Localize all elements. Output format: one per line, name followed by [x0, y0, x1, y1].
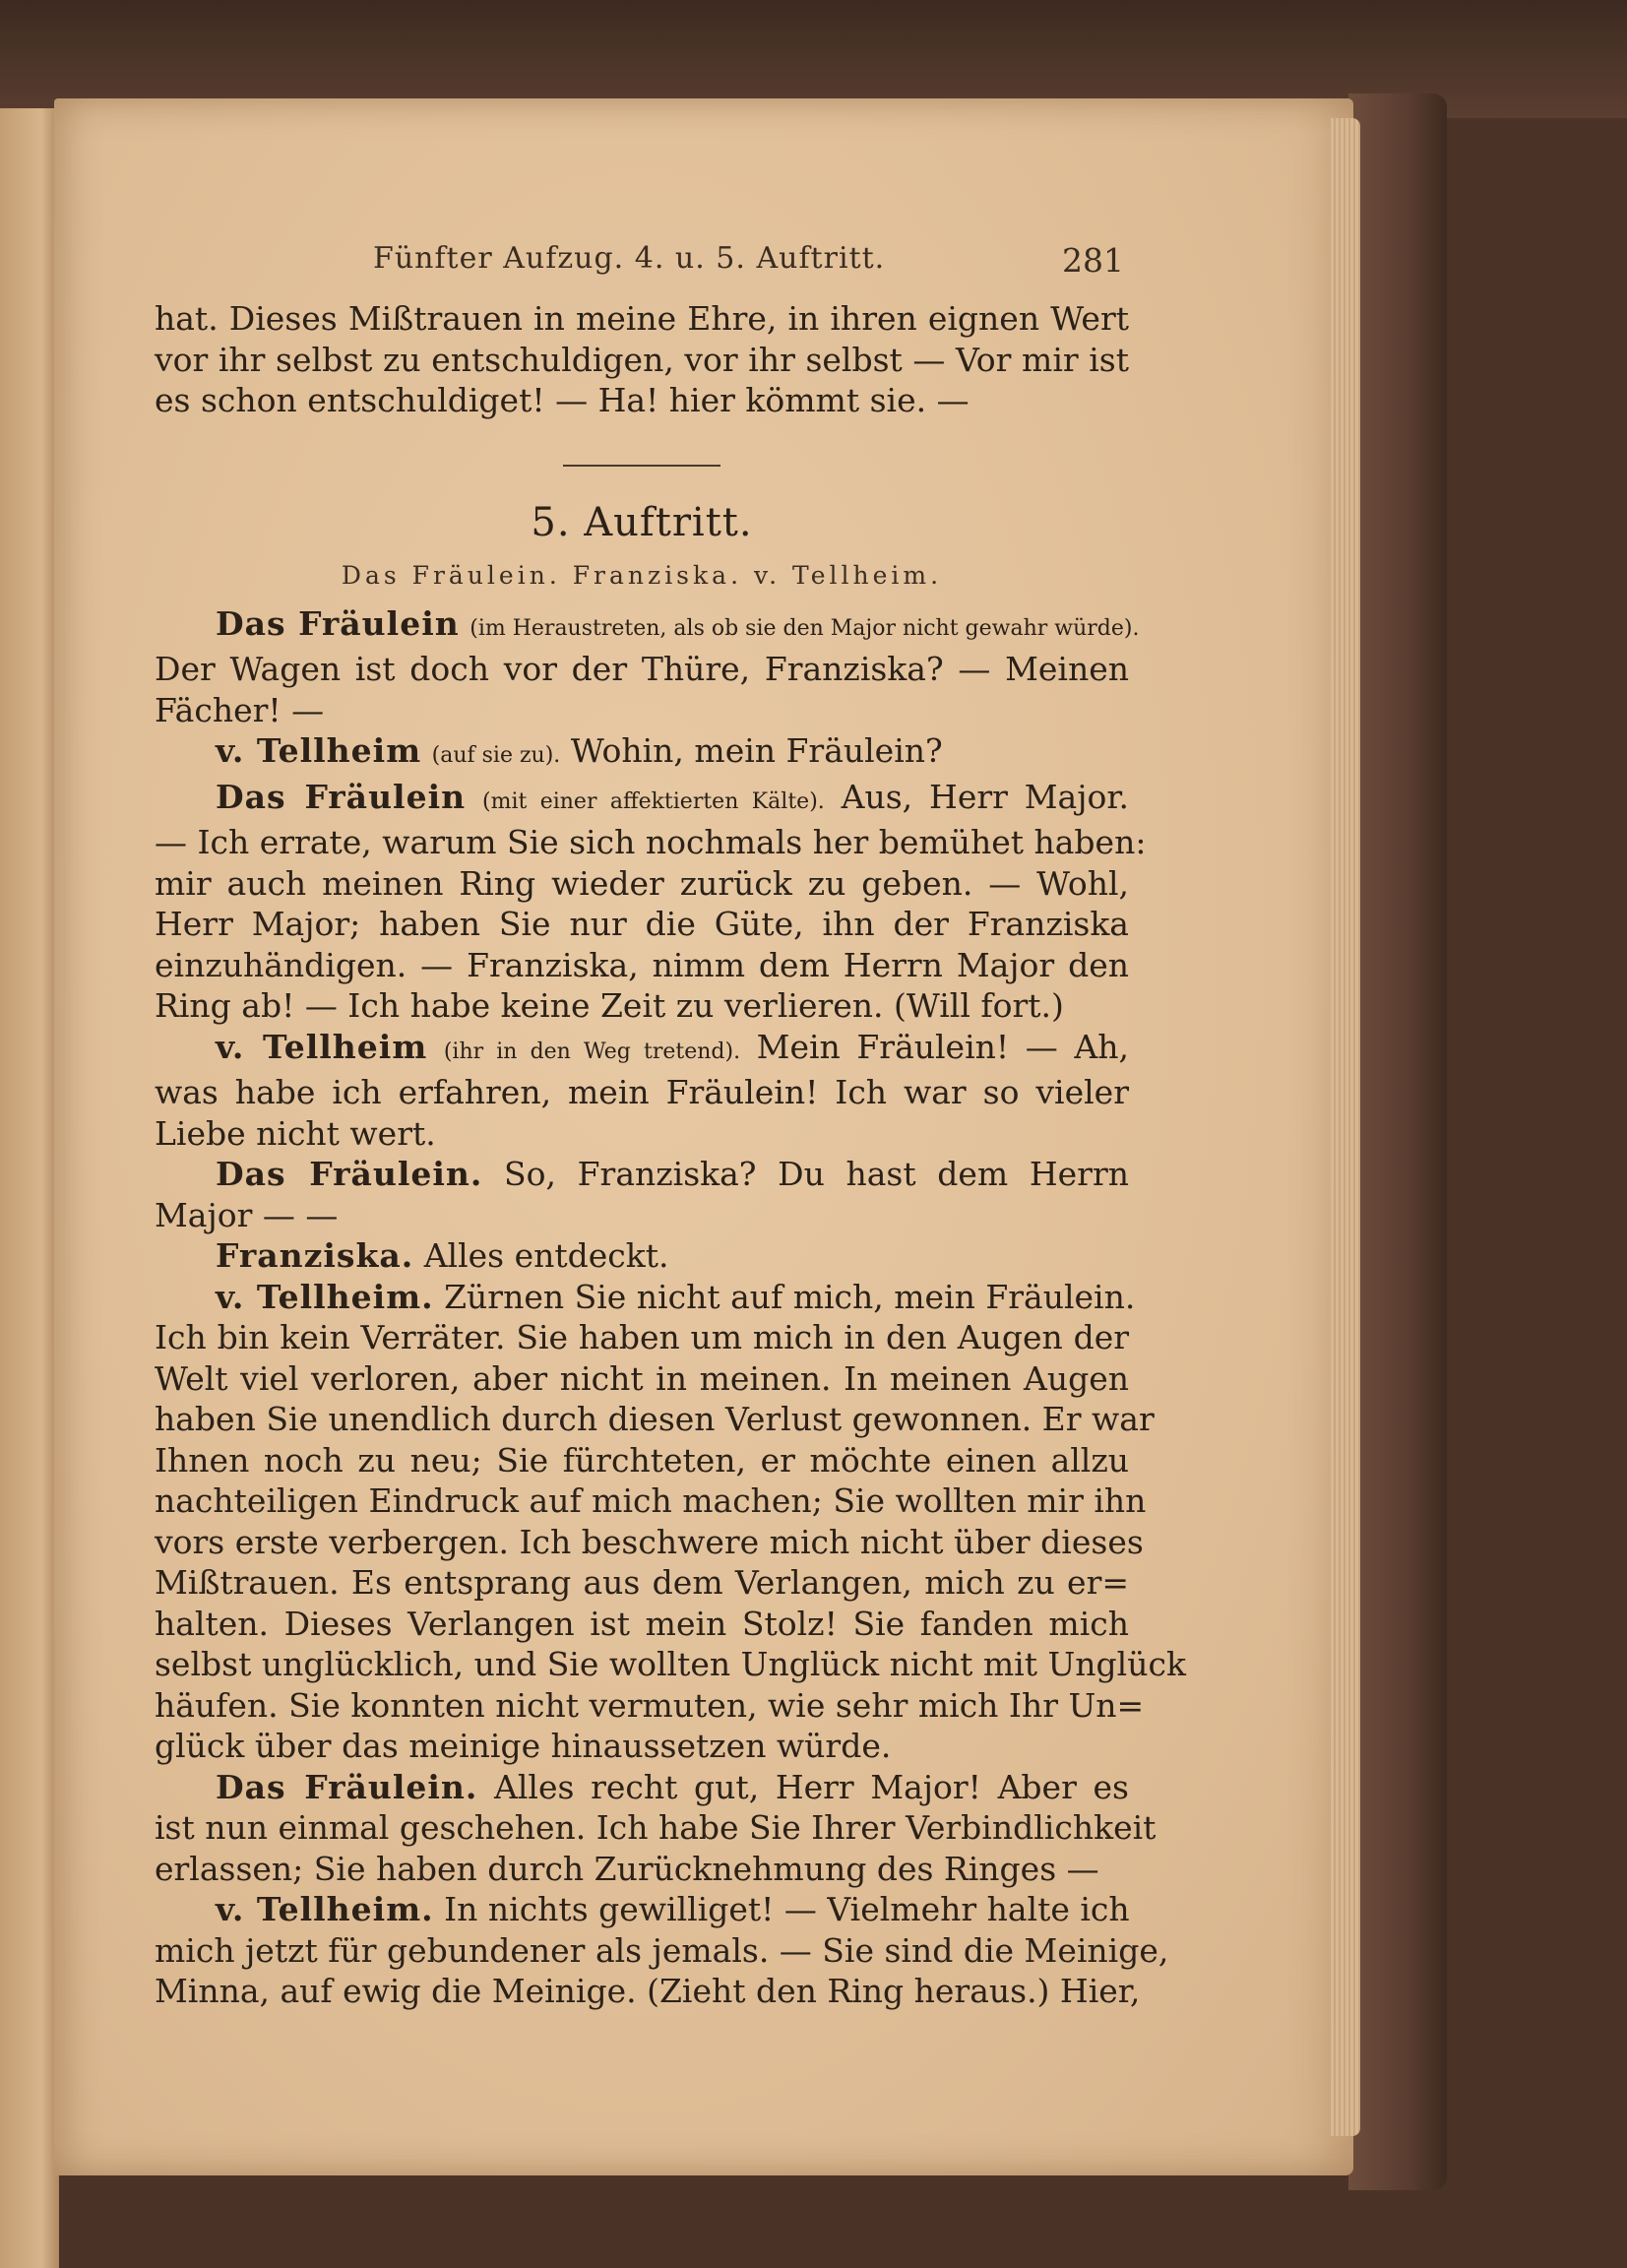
speech-text: Alles recht gut, Herr Major! Aber es — [494, 1767, 1129, 1806]
text-line: Der Wagen ist doch vor der Thüre, Franziska? — Meinen — [155, 650, 1129, 688]
speech-first-line — [155, 1889, 1129, 1930]
speech — [155, 1154, 1129, 1235]
text-line: Ihnen noch zu neu; Sie fürchteten, er möchte einen allzu — [155, 1440, 1129, 1480]
speech — [155, 1767, 1157, 1890]
page-stack-edges — [1331, 118, 1360, 2136]
previous-page-edge — [0, 108, 59, 2268]
speech — [155, 1277, 1186, 1767]
text-line: glück über das meinige hinaussetzen würde. — [155, 1727, 892, 1765]
text-line: Minna, auf ewig die Meinige. (Zieht den Ring heraus.) Hier, — [155, 1972, 1141, 2010]
text-line: vor ihr selbst zu entschuldigen, vor ihr selbst — Vor mir ist — [155, 340, 1129, 379]
speech-text: Zürnen Sie nicht auf mich, mein Fräulein. — [444, 1277, 1136, 1316]
speaker-name: Franziska. — [216, 1236, 414, 1275]
speech-first-line — [155, 1277, 1136, 1318]
scene-heading: 5. Auftritt. — [531, 499, 753, 545]
book-cover-edge — [1348, 94, 1447, 2190]
stage-direction: (im Heraustreten, als ob sie den Major nicht gewahr würde). — [469, 615, 1140, 641]
text-line: mir auch meinen Ring wieder zurück zu geben. — Wohl, — [155, 863, 1129, 903]
page-number: 281 — [1062, 241, 1124, 280]
text-line: halten. Dieses Verlangen ist mein Stolz! Sie fanden mich — [155, 1604, 1129, 1643]
speech-text: Mein Fräulein! — Ah, — [756, 1027, 1129, 1066]
text-line: einzuhändigen. — Franziska, nimm dem Herrn Major den — [155, 945, 1129, 984]
text-line: selbst unglücklich, und Sie wollten Unglück nicht mit Unglück — [155, 1645, 1186, 1683]
speaker-name: Das Fräulein — [216, 603, 460, 643]
speech-text: Wohin, mein Fräulein? — [570, 731, 943, 770]
speech-text: Aus, Herr Major. — [841, 777, 1129, 816]
stage-direction: (auf sie zu). — [431, 743, 561, 768]
speech-first-line — [155, 730, 1129, 777]
dialogue — [155, 603, 1186, 2012]
text-line: vors erste verbergen. Ich beschwere mich nicht über dieses — [155, 1522, 1144, 1561]
section-divider — [563, 465, 720, 467]
page-content — [155, 241, 1186, 2012]
speech-first-line — [155, 1235, 1129, 1277]
speech-first-line — [155, 603, 1140, 650]
running-head — [155, 241, 1129, 281]
text-line: nachteiligen Eindruck auf mich machen; Sie wollten mir ihn — [155, 1481, 1147, 1520]
running-head-title: Fünfter Aufzug. 4. u. 5. Auftritt. — [373, 241, 886, 276]
stage-direction: (mit einer affektierten Kälte). — [482, 788, 825, 814]
speech — [155, 603, 1140, 731]
speech-text: So, Franziska? Du hast dem Herrn — [504, 1155, 1129, 1193]
continuation-paragraph — [155, 298, 1129, 421]
speech — [155, 777, 1147, 1027]
speech-text: In nichts gewilliget! — Vielmehr halte ich — [444, 1890, 1130, 1928]
speech — [155, 730, 1129, 777]
speaker-name: Das Fräulein — [216, 777, 467, 816]
text-line: mich jetzt für gebundener als jemals. — Sie sind die Meinige, — [155, 1930, 1169, 1970]
text-line: häufen. Sie konnten nicht vermuten, wie sehr mich Ihr Un= — [155, 1685, 1145, 1725]
text-line: erlassen; Sie haben durch Zurücknehmung des Ringes — — [155, 1849, 1099, 1888]
speech-first-line — [155, 1154, 1129, 1195]
text-line: Ring ab! — Ich habe keine Zeit zu verlieren. (Will fort.) — [155, 986, 1064, 1025]
cast-list: Das Fräulein. Franziska. v. Tellheim. — [341, 560, 943, 590]
speaker-name: v. Tellheim. — [216, 1277, 434, 1316]
text-line: Mißtrauen. Es entsprang aus dem Verlangen, mich zu er= — [155, 1563, 1129, 1602]
text-line: Welt viel verloren, aber nicht in meinen. In meinen Augen — [155, 1358, 1129, 1398]
speaker-name: v. Tellheim. — [216, 1890, 434, 1928]
speaker-name: v. Tellheim — [216, 1027, 428, 1066]
text-line: Major — — — [155, 1195, 339, 1234]
speech-first-line — [155, 1767, 1129, 1808]
speech — [155, 1027, 1129, 1155]
text-line: hat. Dieses Mißtrauen in meine Ehre, in ihren eignen Wert — [155, 299, 1129, 338]
speaker-name: Das Fräulein. — [216, 1155, 483, 1193]
speech — [155, 1235, 1129, 1277]
speaker-name: v. Tellheim — [216, 731, 422, 770]
text-line: haben Sie unendlich durch diesen Verlust gewonnen. Er war — [155, 1400, 1155, 1438]
speech-first-line — [155, 1027, 1129, 1073]
text-line: — Ich errate, warum Sie sich nochmals her bemühet haben: — [155, 823, 1147, 861]
text-line: Herr Major; haben Sie nur die Güte, ihn der Franziska — [155, 905, 1129, 943]
speech-first-line — [155, 777, 1129, 823]
speech-text: Alles entdeckt. — [423, 1236, 669, 1275]
text-line: Ich bin kein Verräter. Sie haben um mich in den Augen der — [155, 1318, 1129, 1356]
speaker-name: Das Fräulein. — [216, 1767, 478, 1806]
text-line: Fächer! — — [155, 690, 325, 729]
stage-direction: (ihr in den Weg tretend). — [443, 1039, 741, 1064]
text-line: es schon entschuldiget! — Ha! hier kömmt sie. — — [155, 381, 970, 419]
text-line: Liebe nicht wert. — [155, 1113, 436, 1153]
speech — [155, 1889, 1169, 2012]
text-line: ist nun einmal geschehen. Ich habe Sie Ihrer Verbindlichkeit — [155, 1808, 1157, 1847]
text-line: was habe ich erfahren, mein Fräulein! Ich war so vieler — [155, 1073, 1129, 1111]
